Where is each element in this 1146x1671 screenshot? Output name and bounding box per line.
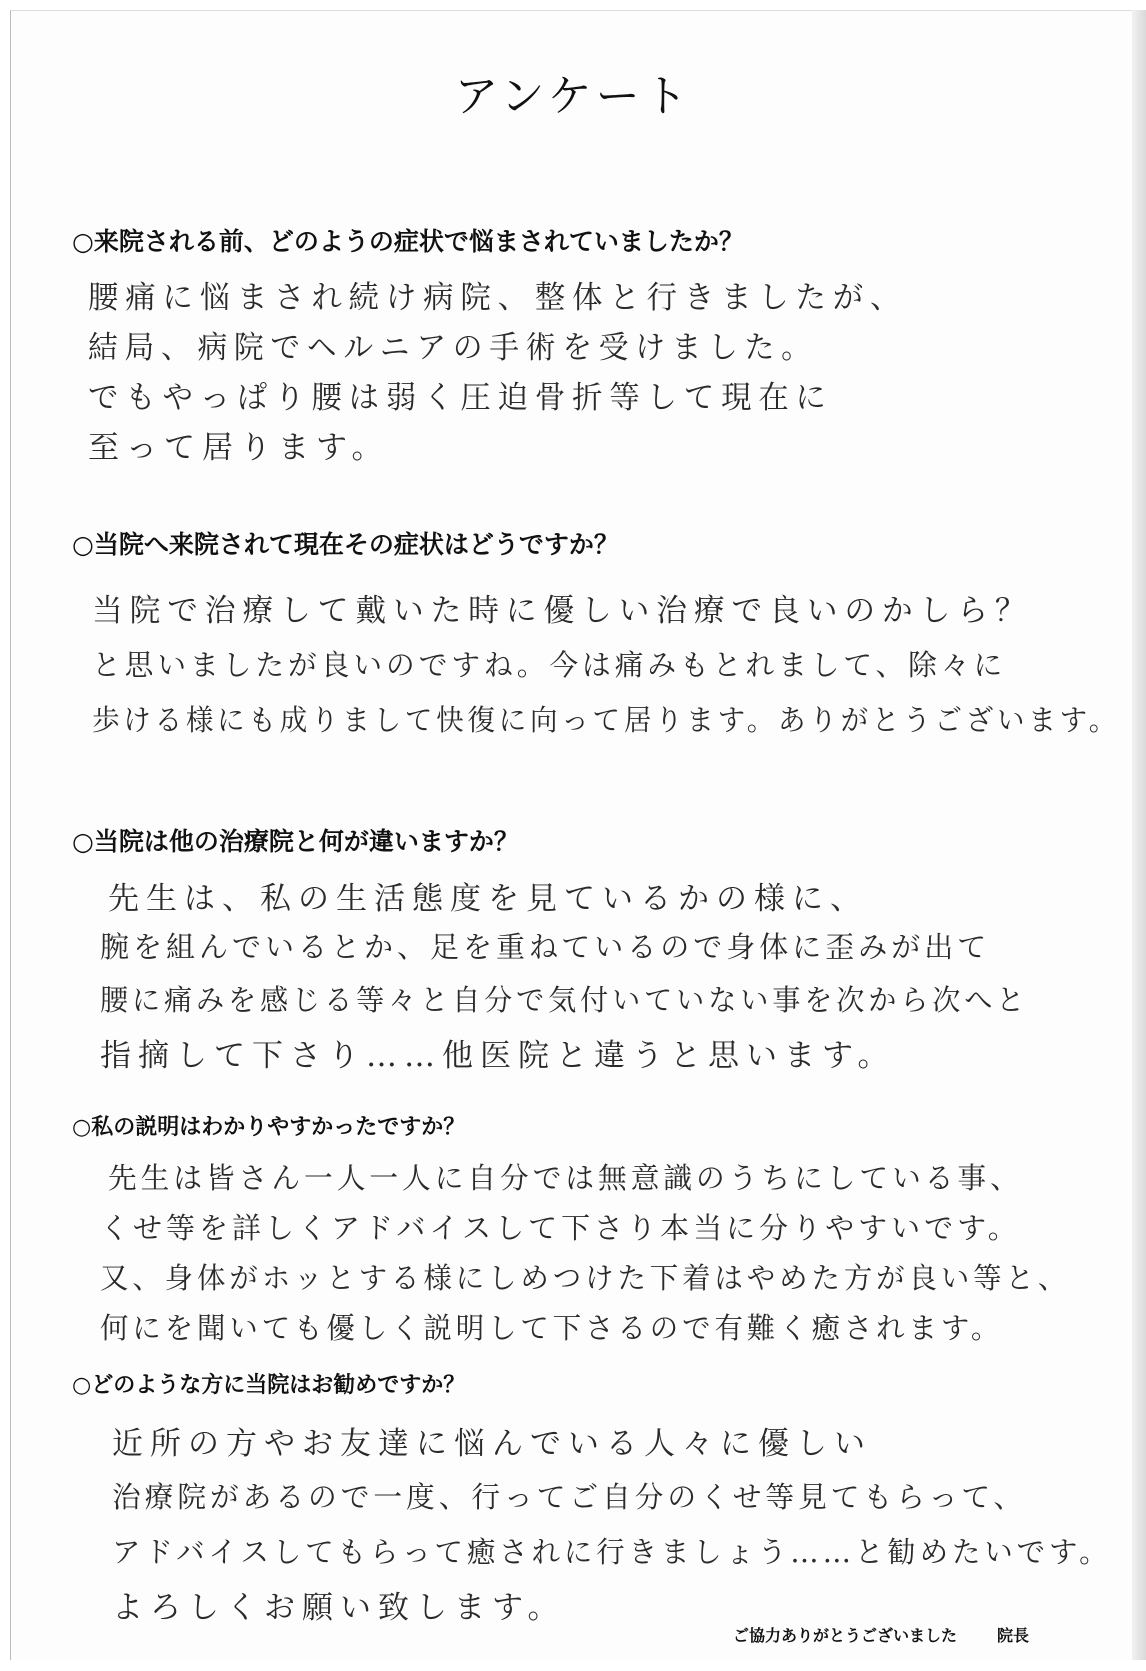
answer-3-line-4: 指摘して下さり……他医院と違うと思います。 [100, 1038, 896, 1074]
answer-4-line-2: くせ等を詳しくアドバイスして下さり本当に分りやすいです。 [100, 1211, 1021, 1245]
footer-signature: 院長 [997, 1626, 1030, 1645]
answer-4-line-1: 先生は皆さん一人一人に自分では無意識のうちにしている事、 [108, 1161, 1023, 1195]
answer-5-line-3: アドバイスしてもらって癒されに行きましょう……と勧めたいです。 [112, 1535, 1112, 1569]
answer-4-line-3: 又、身体がホッとする様にしめつけた下着はやめた方が良い等と、 [100, 1261, 1071, 1295]
question-4: ○私の説明はわかりやすかったですか？ [72, 1115, 466, 1140]
answer-1-line-1: 腰痛に悩まされ続け病院、整体と行きましたが、 [88, 280, 908, 316]
footer [733, 1623, 1029, 1646]
question-2: ○当院へ来院されて現在その症状はどうですか？ [72, 530, 619, 559]
answer-2-line-2: と思いましたが良いのですね。今は痛みもとれまして、除々に [92, 648, 1007, 682]
answer-5-line-2: 治療院があるので一度、行ってご自分のくせ等見てもらって、 [112, 1480, 1027, 1514]
answer-5-line-1: 近所の方やお友達に悩んでいる人々に優しい [112, 1426, 872, 1462]
question-1: ○来院される前、どのようの症状で悩まされていましたか？ [72, 227, 744, 256]
answer-2-line-1: 当院で治療して戴いた時に優しい治療で良いのかしら？ [92, 593, 1033, 629]
answer-3-line-1: 先生は、私の生活態度を見ているかの様に、 [108, 881, 868, 917]
answer-1-line-2: 結局、病院でヘルニアの手術を受けました。 [88, 330, 818, 366]
question-3: ○当院は他の治療院と何が違いますか？ [72, 827, 519, 856]
answer-1-line-4: 至って居ります。 [88, 430, 390, 466]
answer-5-line-4: よろしくお願い致します。 [112, 1590, 566, 1626]
page-title: アンケート [454, 71, 692, 122]
question-5: ○どのような方に当院はお勧めですか？ [72, 1373, 466, 1398]
answer-3-line-3: 腰に痛みを感じる等々と自分で気付いていない事を次から次へと [100, 983, 1029, 1017]
answer-2-line-3: 歩ける様にも成りまして快復に向って居ります。ありがとうございます。 [92, 703, 1120, 737]
answer-1-line-3: でもやっぱり腰は弱く圧迫骨折等して現在に [88, 380, 833, 416]
footer-thanks: ご協力ありがとうございました [733, 1626, 958, 1645]
answer-3-line-2: 腕を組んでいるとか、足を重ねているので身体に歪みが出て [100, 930, 991, 964]
scan-edge [1132, 10, 1146, 1660]
answer-4-line-4: 何にを聞いても優しく説明して下さるので有難く癒されます。 [100, 1311, 1004, 1345]
